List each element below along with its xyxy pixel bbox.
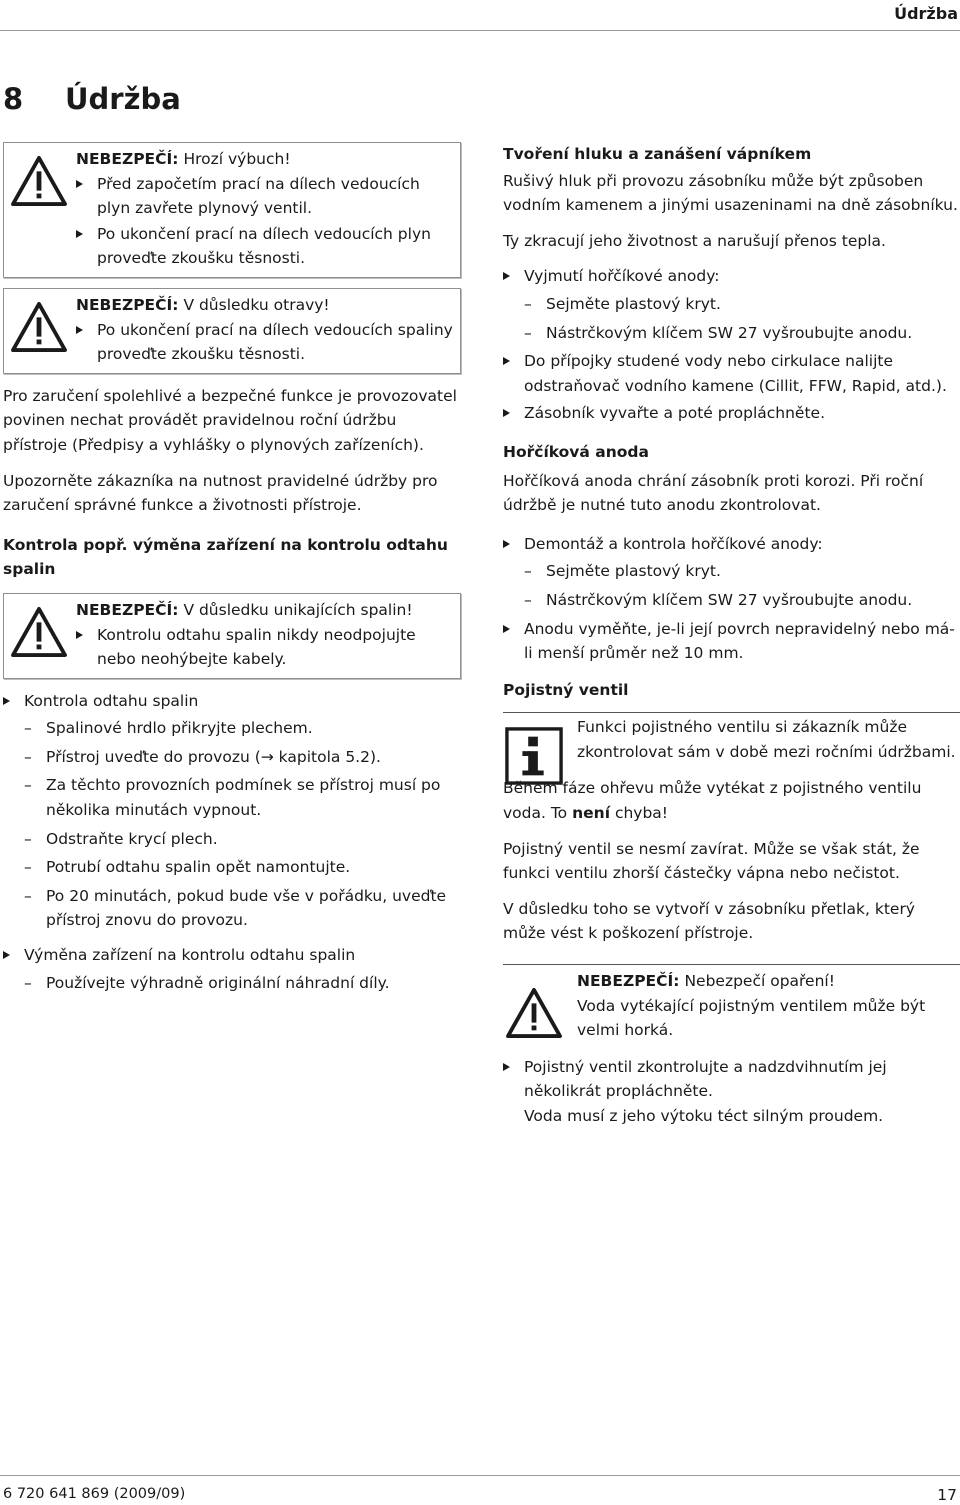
action-step: – Nástrčkovým klíčem SW 27 vyšroubujte anodu. [503,588,960,613]
danger-heading: NEBEZPEČÍ: V důsledku unikajících spalin! [76,600,413,619]
paragraph-noise: Rušivý hluk při provozu zásobníku může být způsoben vodním kamenem a jinými usazeninami na dně zásobníku. [503,171,958,215]
warning-icon [10,155,68,207]
danger-body: Voda vytékající pojistným ventilem může být velmi horká. [577,996,926,1040]
danger-heading: NEBEZPEČÍ: Nebezpečí opaření! [577,972,835,991]
warning-icon [10,606,68,658]
paragraph-maintenance-duty: Pro zaručení spolehlivé a bezpečné funkce je provozovatel povinen nechat provádět pravidelnou roční údržbu přístroje (Předpisy a vyhlášky o plynových zařízeních). [3,386,457,454]
action-replace-anode: Anodu vyměňte, je-li její povrch nepravidelný nebo má-li menší průměr než 10 mm. [503,617,960,666]
section-heading-safety-valve: Pojistný ventil [503,680,629,699]
danger-heading: NEBEZPEČÍ: V důsledku otravy! [76,295,330,314]
action-step: – Spalinové hrdlo přikryjte plechem. [3,716,461,741]
action-boil-rinse: Zásobník vyvařte a poté propláchněte. [503,401,960,426]
danger-box-explosion [3,142,461,278]
action-step: – Sejměte plastový kryt. [503,559,960,584]
paragraph-lifetime: Ty zkracují jeho životnost a narušují přenos tepla. [503,231,886,250]
document-code: 6 720 641 869 (2009/09) [3,1486,186,1502]
emphasis-not: není [572,804,611,823]
page-number: 17 [937,1486,957,1504]
chapter-number: 8 [3,82,24,116]
page-header-title: Údržba [894,4,958,23]
action-step: – Odstraňte krycí plech. [3,827,461,852]
action-dismantle-anode: Demontáž a kontrola hořčíkové anody: [503,532,960,557]
danger-instruction: Před započetím prací na dílech vedoucích plyn zavřete plynový ventil. [76,172,454,221]
action-step: – Za těchto provozních podmínek se přístroj musí po několika minutách vypnout. [3,773,461,822]
warning-icon [505,987,563,1039]
action-step: – Potrubí odtahu spalin opět namontujte. [3,855,461,880]
info-icon [505,727,563,785]
valve-flow-note: Voda musí z jeho výtoku téct silným proudem. [524,1107,884,1125]
section-heading-anode: Hořčíková anoda [503,442,649,461]
action-step: – Sejměte plastový kryt. [503,292,960,317]
paragraph-dripping: Během fáze ohřevu může vytékat z pojistného ventilu voda. To není chyba! [503,779,922,823]
chapter-heading [3,82,181,116]
section-heading-scale: Tvoření hluku a zanášení vápníkem [503,145,812,163]
action-remove-anode: Vyjmutí hořčíkové anody: [503,264,960,289]
footer-rule [0,1475,960,1476]
danger-instruction: Po ukončení prací na dílech vedoucích plyn proveďte zkoušku těsnosti. [76,222,454,271]
chapter-title: Údržba [65,82,181,116]
action-check-valve: Pojistný ventil zkontrolujte a nadzdvihnutím jej několikrát propláchněte. Voda musí z jeho výtoku téct silným proudem. [503,1055,960,1129]
warning-icon [10,301,68,353]
danger-box-scalding [503,964,960,1043]
paragraph-no-close: Pojistný ventil se nesmí zavírat. Může se však stát, že funkci ventilu zhorší částečky vápna nebo nečistot. [503,839,920,883]
left-column [3,142,461,999]
action-flue-check: Kontrola odtahu spalin [3,689,461,714]
action-step: – Používejte výhradně originální náhradní díly. [3,971,461,996]
action-step: – Nástrčkovým klíčem SW 27 vyšroubujte anodu. [503,321,960,346]
action-step: – Po 20 minutách, pokud bude vše v pořádku, uveďte přístroj znovu do provozu. [3,884,461,933]
info-box [503,712,960,764]
header-rule [0,30,960,31]
danger-heading: NEBEZPEČÍ: Hrozí výbuch! [76,150,291,168]
info-text: Funkci pojistného ventilu si zákazník může zkontrolovat sám v době mezi ročními údržbami. [577,718,956,761]
danger-box-flue-gas [3,593,461,679]
paragraph-overpressure: V důsledku toho se vytvoří v zásobníku přetlak, který může vést k poškození přístroje. [503,899,915,943]
paragraph-customer-notice: Upozorněte zákazníka na nutnost pravidelné údržby pro zaručení správné funkce a životnosti přístroje. [3,471,438,515]
action-flue-replace: Výměna zařízení na kontrolu odtahu spalin [3,943,461,968]
right-column [503,142,960,1132]
danger-instruction: Kontrolu odtahu spalin nikdy neodpojujte nebo neohýbejte kabely. [76,623,454,672]
action-descaler: Do přípojky studené vody nebo cirkulace nalijte odstraňovač vodního kamene (Cillit, FFW, Rapid, atd.). [503,349,960,398]
paragraph-anode: Hořčíková anoda chrání zásobník proti korozi. Při roční údržbě je nutné tuto anodu zkontrolovat. [503,471,924,515]
danger-instruction: Po ukončení prací na dílech vedoucích spaliny proveďte zkoušku těsnosti. [76,318,454,367]
action-step: – Přístroj uveďte do provozu (→ kapitola 5.2). [3,745,461,770]
danger-box-poisoning [3,288,461,374]
section-heading-flue-control: Kontrola popř. výměna zařízení na kontrolu odtahu spalin [3,535,448,579]
